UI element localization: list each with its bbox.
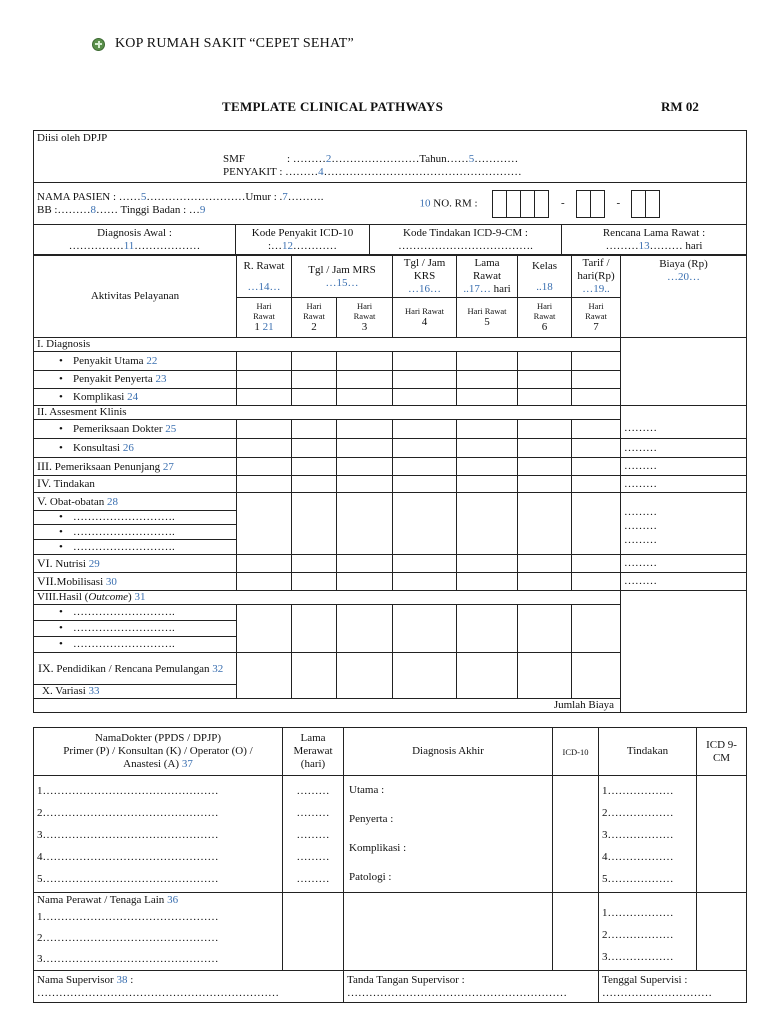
biaya-obat[interactable]: ……… ……… ……… bbox=[621, 493, 747, 555]
jumlah-biaya-label: Jumlah Biaya bbox=[34, 699, 621, 713]
table-row[interactable]: III. Pemeriksaan Penunjang 27 ……… bbox=[34, 458, 747, 476]
biaya-hasil[interactable] bbox=[621, 591, 747, 713]
rm-box-2[interactable] bbox=[506, 190, 521, 218]
patient-name-section[interactable]: NAMA PASIEN : ……5………………………Umur : .7………. BB :………8…… Tinggi Badan : …9 bbox=[34, 183, 370, 225]
hari-rawat-3: Hari Rawat 3 bbox=[337, 298, 393, 338]
biaya-penunjang[interactable]: ……… bbox=[621, 458, 747, 476]
rm-box-8[interactable] bbox=[645, 190, 660, 218]
row-assesment: II. Assesment Klinis bbox=[34, 406, 621, 420]
rm-box-3[interactable] bbox=[520, 190, 535, 218]
rm-box-7[interactable] bbox=[631, 190, 646, 218]
diisi-label: Diisi oleh DPJP bbox=[37, 132, 108, 144]
row-diagnosis: I. Diagnosis bbox=[34, 338, 621, 352]
supervisor-signature[interactable]: Tanda Tangan Supervisor : …………………………………………………… bbox=[344, 971, 599, 1003]
table-row[interactable]: IV. Tindakan ……… bbox=[34, 476, 747, 493]
activity-grid bbox=[33, 255, 747, 713]
tarif-header[interactable]: Tarif / hari(Rp) …19.. bbox=[572, 256, 621, 298]
list-item[interactable]: • ………………………. bbox=[34, 621, 747, 637]
biaya-tindakan[interactable]: ……… bbox=[621, 476, 747, 493]
biaya-nutrisi[interactable]: ……… bbox=[621, 555, 747, 573]
r-rawat-header[interactable]: R. Rawat …14… bbox=[237, 256, 292, 298]
rm-code: RM 02 bbox=[661, 99, 699, 114]
table-row[interactable]: • Penyakit Utama 22 bbox=[34, 352, 747, 371]
icd9-value[interactable] bbox=[697, 776, 747, 893]
table-row[interactable]: IX. Pendidikan / Rencana Pemulangan 32 bbox=[34, 653, 747, 685]
hari-rawat-7: Hari Rawat 7 bbox=[572, 298, 621, 338]
perawat-icd10[interactable] bbox=[553, 893, 599, 971]
kelas-header[interactable]: Kelas ..18 bbox=[518, 256, 572, 298]
hari-rawat-5: Hari Rawat 5 bbox=[457, 298, 518, 338]
tindakan-list[interactable]: 1……………… 2……………… 3……………… 4……………… 5……………… bbox=[599, 776, 697, 893]
dokter-list[interactable]: 1………………………………………… 2………………………………………… 3………………………………………… 4………………………………………… 5………………………………………… bbox=[34, 776, 283, 893]
diagnosis-awal-cell[interactable]: Diagnosis Awal : ……………11……………… bbox=[34, 225, 236, 255]
perawat-diagnosis[interactable] bbox=[344, 893, 553, 971]
table-row[interactable]: VI. Nutrisi 29 ……… bbox=[34, 555, 747, 573]
no-rm-section[interactable]: 10 NO. RM : - - bbox=[370, 183, 747, 225]
table-row[interactable]: • Penyakit Penyerta 23 bbox=[34, 371, 747, 389]
hospital-name: KOP RUMAH SAKIT “CEPET SEHAT” bbox=[115, 36, 354, 51]
hari-rawat-2: Hari Rawat 2 bbox=[292, 298, 337, 338]
rm-box-1[interactable] bbox=[492, 190, 507, 218]
penyakit-line[interactable]: PENYAKIT : ………4……………………………………………… bbox=[223, 166, 522, 178]
table-row[interactable]: • Pemeriksaan Dokter 25 ……… bbox=[34, 420, 747, 439]
table-row[interactable]: VII.Mobilisasi 30 ……… bbox=[34, 573, 747, 591]
icd10-cell[interactable]: Kode Penyakit ICD-10 :…12………… bbox=[236, 225, 370, 255]
rm-box-5[interactable] bbox=[576, 190, 591, 218]
table-row[interactable]: • Konsultasi 26 ……… bbox=[34, 439, 747, 458]
row-hasil: VIII.Hasil (Outcome) 31 bbox=[34, 591, 621, 605]
smf-line[interactable]: SMF : ………2……………………Tahun……5………… bbox=[223, 153, 519, 165]
nama-dokter-header: NamaDokter (PPDS / DPJP) Primer (P) / Konsultan (K) / Operator (O) / Anastesi (A) 37 bbox=[34, 728, 283, 776]
list-item[interactable]: • ………………………. bbox=[34, 605, 747, 621]
tgl-krs-header[interactable]: Tgl / Jam KRS …16… bbox=[393, 256, 457, 298]
patient-info-table bbox=[33, 130, 747, 255]
icd10-value[interactable] bbox=[553, 776, 599, 893]
biaya-diagnosis[interactable] bbox=[621, 338, 747, 406]
lama-rawat-header[interactable]: Lama Rawat ..17… hari bbox=[457, 256, 518, 298]
biaya-pemeriksaan-dokter[interactable]: ……… bbox=[621, 420, 747, 439]
tgl-mrs-header[interactable]: Tgl / Jam MRS …15… bbox=[292, 256, 393, 298]
list-item[interactable]: • ………………………. bbox=[34, 511, 747, 525]
list-item[interactable]: • ………………………. bbox=[34, 525, 747, 540]
icd9-header: ICD 9-CM bbox=[697, 728, 747, 776]
hari-rawat-6: Hari Rawat 6 bbox=[518, 298, 572, 338]
icd10-header: ICD-10 bbox=[553, 728, 599, 776]
hari-rawat-4: Hari Rawat 4 bbox=[393, 298, 457, 338]
lama-merawat-list[interactable]: ……… ……… ……… ……… ……… bbox=[283, 776, 344, 893]
rencana-lama-rawat-cell[interactable]: Rencana Lama Rawat : ………13……… hari bbox=[562, 225, 747, 255]
dpjp-section bbox=[34, 131, 747, 183]
doctor-summary-table bbox=[33, 727, 747, 1003]
diagnosis-akhir-header: Diagnosis Akhir bbox=[344, 728, 553, 776]
table-row[interactable]: X. Variasi 33 bbox=[34, 685, 747, 699]
table-row[interactable]: V. Obat-obatan 28 ……… ……… ……… bbox=[34, 493, 747, 511]
tindakan-header: Tindakan bbox=[599, 728, 697, 776]
supervision-date[interactable]: Tenggal Supervisi : ………………………… bbox=[599, 971, 747, 1003]
icd9-cell[interactable]: Kode Tindakan ICD-9-CM : ………………………………. bbox=[370, 225, 562, 255]
aktivitas-header: Aktivitas Pelayanan bbox=[34, 256, 237, 338]
hari-rawat-1: Hari Rawat 1 21 bbox=[237, 298, 292, 338]
biaya-header[interactable]: Biaya (Rp) …20… bbox=[621, 256, 747, 338]
plus-circle-icon bbox=[92, 38, 105, 51]
rm-box-6[interactable] bbox=[590, 190, 605, 218]
table-row[interactable]: • Komplikasi 24 bbox=[34, 389, 747, 406]
lama-merawat-header: Lama Merawat (hari) bbox=[283, 728, 344, 776]
list-item[interactable]: • ………………………. bbox=[34, 637, 747, 653]
supervisor-name[interactable]: Nama Supervisor 38 : ………………………………………………………… bbox=[34, 971, 344, 1003]
diagnosis-akhir-list[interactable]: Utama : Penyerta : Komplikasi : Patologi : bbox=[344, 776, 553, 893]
page-title: TEMPLATE CLINICAL PATHWAYS bbox=[222, 99, 444, 114]
rm-box-4[interactable] bbox=[534, 190, 549, 218]
biaya-mobilisasi[interactable]: ……… bbox=[621, 573, 747, 591]
perawat-lama[interactable] bbox=[283, 893, 344, 971]
perawat-icd9[interactable] bbox=[697, 893, 747, 971]
perawat-section[interactable]: Nama Perawat / Tenaga Lain 36 1………………………………………… 2………………………………………… 3………………………………………… bbox=[34, 893, 283, 971]
biaya-konsultasi[interactable]: ……… bbox=[621, 439, 747, 458]
list-item[interactable]: • ………………………. bbox=[34, 540, 747, 555]
hospital-letterhead bbox=[92, 36, 354, 52]
perawat-tindakan[interactable]: 1……………… 2……………… 3……………… bbox=[599, 893, 697, 971]
